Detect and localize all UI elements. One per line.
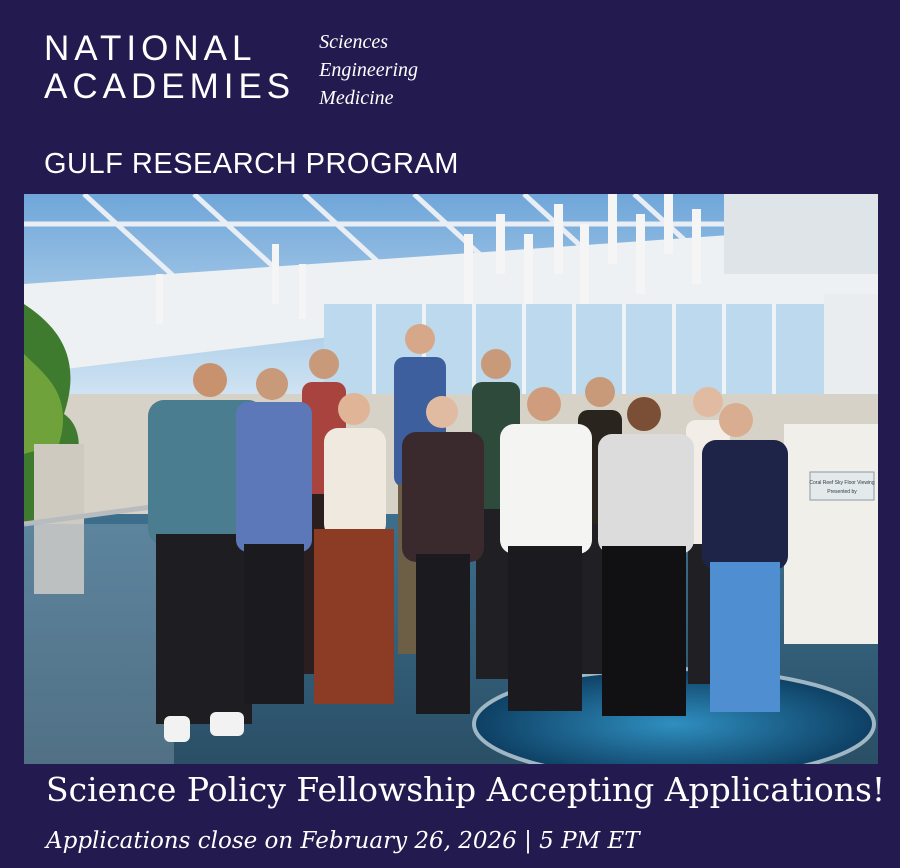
deadline-text: Applications close on February 26, 2026 | 5 PM ET xyxy=(46,828,640,854)
logo-divisions xyxy=(319,28,418,112)
desk-sign xyxy=(810,472,874,500)
national-academies-logo[interactable] xyxy=(44,30,418,112)
group-photo[interactable] xyxy=(24,194,878,764)
person xyxy=(598,397,694,716)
logo-wordmark xyxy=(44,30,295,106)
display-desk xyxy=(784,424,878,644)
program-title: GULF RESEARCH PROGRAM xyxy=(44,148,459,180)
person xyxy=(314,393,394,704)
logo-line-national: NATIONAL xyxy=(44,29,257,68)
glass-railing xyxy=(24,524,174,764)
headline[interactable]: Science Policy Fellowship Accepting Applications! xyxy=(46,770,886,809)
division-sciences: Sciences xyxy=(319,31,389,53)
desk-sign-line2: Presented by xyxy=(827,489,857,495)
division-medicine: Medicine xyxy=(319,87,394,109)
person xyxy=(236,368,312,704)
group-photo-illustration xyxy=(24,194,878,764)
desk-sign-line1: Coral Reef Sky Floor Viewing xyxy=(809,480,875,486)
division-engineering: Engineering xyxy=(319,59,419,81)
ceiling-panel xyxy=(724,194,878,274)
person xyxy=(500,387,592,711)
logo-line-academies: ACADEMIES xyxy=(44,67,296,106)
person xyxy=(702,403,788,712)
